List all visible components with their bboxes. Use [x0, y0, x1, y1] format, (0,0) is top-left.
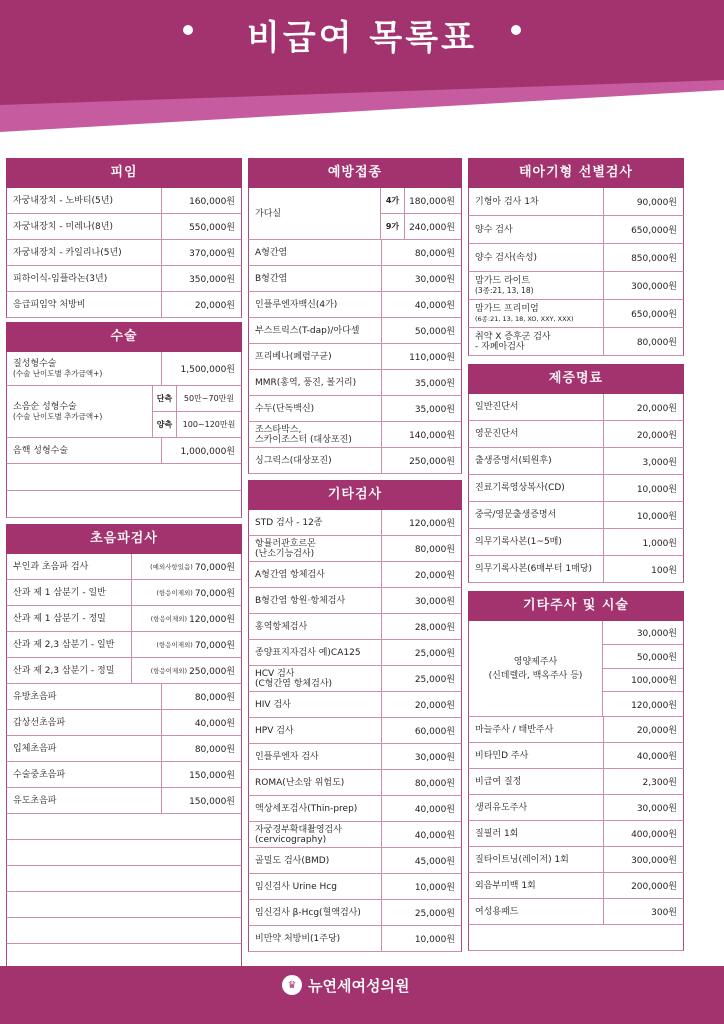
item-name: 부인과 초음파 검사: [13, 561, 89, 572]
item-name: 수술중초음파: [13, 769, 66, 780]
item-name-line: (난소기능검사): [255, 548, 315, 559]
list-item: [248, 770, 462, 796]
item-price: 10,000원: [603, 475, 683, 501]
section-title: 기타주사 및 시술: [468, 591, 684, 621]
item-name: 자궁내장치 - 노바티(5년): [13, 195, 113, 206]
item-price: 400,000원: [603, 821, 683, 846]
item-price: 1,000,000원: [161, 438, 241, 463]
item-name-sub: (수술 난이도별 추가금액+): [13, 411, 103, 421]
column-3: [468, 158, 684, 951]
item-name: 액상세포검사(Thin-prep): [255, 803, 358, 814]
item-name: 유도초음파: [13, 795, 57, 806]
list-item: [248, 536, 462, 562]
item-name-sub: (수술 난이도별 추가금액+): [13, 368, 103, 378]
item-name-line: (3종:21, 13, 18): [475, 285, 534, 295]
item-name: 인플루엔자 검사: [255, 751, 319, 762]
column-1: [6, 158, 242, 970]
item-price: 20,000원: [603, 394, 683, 420]
item-price: 10,000원: [381, 874, 461, 899]
item-price: 160,000원: [161, 188, 241, 213]
price-options: [602, 621, 683, 716]
item-name: ROMA(난소암 위험도): [255, 777, 345, 788]
empty-row: [468, 925, 684, 951]
item-name: 음핵 성형수술: [13, 445, 69, 456]
item-name: 출생증명서(퇴원후): [475, 456, 552, 466]
section-title: 태아기형 선별검사: [468, 158, 684, 188]
section-title: 초음파검사: [6, 524, 242, 554]
list-item: [248, 926, 462, 952]
item-name: [469, 276, 603, 296]
option-price: 50,000원: [636, 652, 677, 663]
item-price-value: 250,000원: [189, 667, 235, 677]
price-option: [153, 412, 241, 437]
item-name: HPV 검사: [255, 725, 294, 736]
list-item: [468, 421, 684, 448]
item-price: 30,000원: [381, 744, 461, 769]
item-price: 2,300원: [603, 769, 683, 794]
list-item: [468, 448, 684, 475]
item-name: 갑상선초음파: [13, 717, 66, 728]
option-price: 100,000원: [631, 676, 677, 687]
item-name: [249, 825, 381, 845]
item-name-line: - 자폐아검사: [475, 341, 525, 352]
list-item: [248, 796, 462, 822]
item-name-line: HCV 검사: [255, 668, 295, 679]
list-item: [248, 614, 462, 640]
item-name: A형간염: [255, 247, 288, 258]
list-item: [248, 370, 462, 396]
item-price: 200,000원: [603, 873, 683, 898]
item-price: 35,000원: [381, 396, 461, 421]
list-item: [6, 736, 242, 762]
item-price: 300,000원: [603, 272, 683, 299]
item-name-line: 취약 X 증후군 검사: [475, 331, 551, 342]
item-name: B형간염 항원·항체검사: [255, 595, 346, 606]
item-name: 가다실: [255, 208, 282, 219]
list-item: [6, 684, 242, 710]
section-injections: [468, 591, 684, 951]
item-name: 부스트릭스(T-dap)/아다셀: [255, 325, 360, 336]
list-item: [468, 556, 684, 583]
item-price: 120,000원: [381, 510, 461, 535]
item-price: [131, 632, 241, 657]
list-item: [468, 394, 684, 421]
item-name: 마늘주사 / 태반주사: [475, 724, 554, 735]
title-bullet-right: [511, 25, 521, 35]
list-item: [248, 562, 462, 588]
item-price: 80,000원: [381, 770, 461, 795]
option-label: 9가: [381, 214, 405, 239]
item-name: 여성용패드: [475, 906, 519, 917]
list-item: [248, 588, 462, 614]
item-price: 3,000원: [603, 448, 683, 474]
item-name: 산과 제 2,3 삼분기 - 일반: [13, 639, 115, 650]
list-item: [248, 448, 462, 474]
item-name: 홍역항체검사: [255, 621, 308, 632]
section-title: 제증명료: [468, 364, 684, 394]
option-label: 양측: [153, 412, 177, 437]
list-item: [248, 266, 462, 292]
section-surgery: [6, 322, 242, 518]
price-option: [603, 621, 683, 645]
item-name: 질타이트닝(레이저) 1회: [475, 854, 569, 865]
item-price: 650,000원: [603, 300, 683, 327]
item-price: 45,000원: [381, 848, 461, 873]
item-note: (항응이제외): [150, 615, 188, 623]
item-name: [7, 386, 152, 437]
empty-row: [6, 840, 242, 866]
item-name: 영문진단서: [475, 429, 519, 439]
section-certificates: [468, 364, 684, 583]
item-price: 100원: [603, 556, 683, 582]
list-item: [468, 847, 684, 873]
item-price: 250,000원: [381, 448, 461, 473]
item-name: 자궁내장치 - 미레나(8년): [13, 221, 113, 232]
section-ultrasound: [6, 524, 242, 970]
item-name: 산과 제 2,3 삼분기 - 정밀: [13, 665, 115, 676]
list-item: [468, 300, 684, 328]
list-item: [248, 318, 462, 344]
item-price: 25,000원: [381, 666, 461, 691]
item-price: 20,000원: [603, 421, 683, 447]
item-name: B형간염: [255, 273, 288, 284]
item-name-line: 조스타박스,: [255, 424, 302, 435]
list-item: [6, 214, 242, 240]
item-name: 양수 검사: [475, 224, 513, 235]
item-price-value: 120,000원: [189, 615, 235, 625]
item-name: 수두(단독백신): [255, 403, 315, 414]
footer-bar: [0, 966, 724, 1024]
section-vaccination: [248, 158, 462, 474]
item-name: HIV 검사: [255, 699, 291, 710]
item-price: 80,000원: [161, 684, 241, 709]
item-price-value: 70,000원: [194, 589, 235, 599]
item-name: [469, 332, 603, 352]
item-name: 산과 제 1 삼분기 - 정밀: [13, 613, 106, 624]
section-other-tests: [248, 480, 462, 952]
item-price: 40,000원: [161, 710, 241, 735]
price-option: [381, 188, 461, 214]
item-price: 60,000원: [381, 718, 461, 743]
item-note: (항응이제외): [156, 641, 193, 649]
list-item: [468, 272, 684, 300]
item-price: [131, 554, 241, 579]
item-name-line: 맘가드 라이트: [475, 275, 531, 286]
empty-row: [6, 464, 242, 491]
list-item: [248, 396, 462, 422]
item-name-line: (cervicography): [255, 834, 327, 845]
item-name: 질필러 1회: [475, 828, 519, 839]
list-item: [248, 874, 462, 900]
item-price: 40,000원: [381, 822, 461, 847]
list-item: [248, 510, 462, 536]
list-item: [248, 718, 462, 744]
item-price-value: 70,000원: [194, 563, 235, 573]
item-price: 90,000원: [603, 188, 683, 215]
item-price: 30,000원: [603, 795, 683, 820]
item-name-line: 스카이조스터 (대상포진): [255, 434, 352, 445]
list-item: [468, 873, 684, 899]
item-name-main: 소음순 성형수술: [13, 401, 77, 412]
item-price-value: 70,000원: [194, 641, 235, 651]
price-option: [603, 669, 683, 693]
list-item: [6, 658, 242, 684]
list-item: [248, 666, 462, 692]
item-price: 30,000원: [381, 266, 461, 291]
list-item: [6, 580, 242, 606]
section-title: 피임: [6, 158, 242, 188]
list-item: [6, 710, 242, 736]
list-item: [248, 240, 462, 266]
list-item: [248, 292, 462, 318]
item-price: 20,000원: [381, 562, 461, 587]
item-name: 의무기록사본(1~5매): [475, 537, 562, 547]
item-name: 싱그릭스(대상포진): [255, 455, 332, 466]
item-name: [7, 359, 161, 379]
list-item: [468, 621, 684, 717]
item-name-line: 맘가드 프리미엄: [475, 303, 539, 314]
item-name-line: 자궁경부확대촬영검사: [255, 824, 342, 835]
list-item: [468, 502, 684, 529]
item-name: 외음부미백 1회: [475, 880, 536, 891]
option-label: 단측: [153, 386, 177, 411]
section-title: 수술: [6, 322, 242, 352]
item-note: (항응이제외): [150, 667, 188, 675]
item-price: [131, 606, 241, 631]
section-title: 예방접종: [248, 158, 462, 188]
item-price: 80,000원: [161, 736, 241, 761]
list-item: [248, 692, 462, 718]
header-banner: [0, 0, 724, 135]
item-name-line: (C형간염 항체검사): [255, 678, 333, 689]
list-item: [6, 386, 242, 438]
item-price: 650,000원: [603, 216, 683, 243]
item-price: 1,000원: [603, 529, 683, 555]
item-name: [469, 621, 602, 716]
page-title: 비급여 목록표: [247, 18, 477, 58]
item-note: (항응이제외): [156, 589, 193, 597]
list-item: [468, 743, 684, 769]
item-price: 350,000원: [161, 266, 241, 291]
item-price: 20,000원: [603, 717, 683, 742]
item-name: 산과 제 1 삼분기 - 일반: [13, 587, 106, 598]
item-price: 25,000원: [381, 640, 461, 665]
item-name: [249, 425, 381, 445]
item-name: 일반진단서: [475, 402, 519, 412]
item-price: 150,000원: [161, 788, 241, 813]
list-item: [248, 900, 462, 926]
item-price: 30,000원: [381, 588, 461, 613]
price-option: [603, 645, 683, 669]
item-name: 임신검사 β-Hcg(혈액검사): [255, 907, 361, 918]
item-name: 기형아 검사 1차: [475, 196, 539, 207]
item-price: 550,000원: [161, 214, 241, 239]
item-name: MMR(홍역, 풍진, 볼거리): [255, 377, 357, 388]
option-price: 240,000원: [409, 222, 455, 233]
item-price: [131, 658, 241, 683]
list-item: [468, 216, 684, 244]
item-name: 진료기록영상복사(CD): [475, 483, 565, 493]
section-contraception: [6, 158, 242, 318]
item-name: [249, 669, 381, 689]
item-price: 80,000원: [381, 536, 461, 561]
empty-row: [6, 491, 242, 518]
empty-row: [6, 892, 242, 918]
item-price: 25,000원: [381, 900, 461, 925]
item-price: 20,000원: [381, 692, 461, 717]
list-item: [248, 640, 462, 666]
list-item: [6, 266, 242, 292]
item-price: 850,000원: [603, 244, 683, 271]
list-item: [6, 240, 242, 266]
item-price: 40,000원: [381, 796, 461, 821]
hospital-brand: [282, 970, 452, 1000]
item-name: 입체초음파: [13, 743, 57, 754]
item-name: 비타민D 주사: [475, 750, 529, 761]
item-name: 생리유도주사: [475, 802, 528, 813]
item-price: [131, 580, 241, 605]
item-price: 300,000원: [603, 847, 683, 872]
option-label: 4가: [381, 188, 405, 213]
list-item: [468, 769, 684, 795]
item-name: [249, 539, 381, 559]
list-item: [468, 328, 684, 356]
item-name: [469, 304, 603, 324]
item-name-line: (신데렐라, 백옥주사 등): [488, 670, 583, 681]
column-2: [248, 158, 462, 952]
list-item: [248, 822, 462, 848]
list-item: [248, 422, 462, 448]
item-note: (예외사항있음): [150, 563, 193, 571]
item-name: 피하이식-임플라논(3년): [13, 273, 108, 284]
item-name-main: 질성형수술: [13, 358, 57, 369]
item-price: 150,000원: [161, 762, 241, 787]
item-name: 자궁내장치 - 카일리나(5년): [13, 247, 122, 258]
list-item: [468, 821, 684, 847]
item-price: 80,000원: [381, 240, 461, 265]
list-item: [468, 795, 684, 821]
list-item: [6, 554, 242, 580]
list-item: [6, 762, 242, 788]
price-option: [153, 386, 241, 412]
item-name: 응급피임약 처방비: [13, 299, 86, 310]
item-name: A형간염 항체검사: [255, 569, 325, 580]
item-price: 40,000원: [603, 743, 683, 768]
item-name: 프리베나(폐렴구균): [255, 351, 332, 362]
option-price: 50만~70만원: [183, 393, 235, 403]
empty-row: [6, 918, 242, 944]
item-name: 종양표지자검사 예)CA125: [255, 647, 361, 658]
list-item: [248, 848, 462, 874]
item-price: 20,000원: [161, 292, 241, 317]
item-price: 10,000원: [381, 926, 461, 951]
hospital-logo-icon: ♛: [282, 975, 302, 995]
section-prenatal-screening: [468, 158, 684, 356]
item-price: 300원: [603, 899, 683, 924]
list-item: [468, 188, 684, 216]
item-price: 10,000원: [603, 502, 683, 528]
item-name-line: 항뮬러관호르몬: [255, 538, 316, 549]
list-item: [248, 344, 462, 370]
list-item: [468, 244, 684, 272]
price-options: [152, 386, 241, 437]
item-price: 370,000원: [161, 240, 241, 265]
list-item: [468, 529, 684, 556]
option-price: 30,000원: [636, 628, 677, 639]
list-item: [248, 744, 462, 770]
item-name: 비만약 처방비(1주당): [255, 933, 341, 944]
price-option: [603, 692, 683, 716]
list-item: [6, 292, 242, 318]
list-item: [6, 438, 242, 464]
item-name: 유방초음파: [13, 691, 57, 702]
price-options: [380, 188, 461, 239]
list-item: [468, 899, 684, 925]
item-name: 양수 검사(속성): [475, 252, 538, 263]
list-item: [468, 717, 684, 743]
empty-row: [6, 866, 242, 892]
item-price: 1,500,000원: [161, 352, 241, 385]
section-title: 기타검사: [248, 480, 462, 510]
list-item: [6, 188, 242, 214]
item-name-line: 영양제주사: [513, 656, 558, 667]
item-name: 임신검사 Urine Hcg: [255, 881, 337, 892]
hospital-name: 뉴연세여성의원: [308, 976, 410, 995]
list-item: [6, 632, 242, 658]
price-option: [381, 214, 461, 239]
item-name: STD 검사 - 12종: [255, 517, 323, 528]
item-price: 40,000원: [381, 292, 461, 317]
item-name: 인플루엔자백신(4가): [255, 299, 338, 310]
item-price: 140,000원: [381, 422, 461, 447]
option-price: 120,000원: [631, 700, 677, 711]
list-item: [6, 788, 242, 814]
item-price: 28,000원: [381, 614, 461, 639]
item-price: 80,000원: [603, 328, 683, 355]
item-name: 의무기록사본(6매부터 1매당): [475, 564, 592, 574]
item-name: 비급여 질정: [475, 776, 522, 787]
option-price: 100~120만원: [182, 419, 236, 429]
item-name-line: (6종:21, 13, 18, XO, XXY, XXX): [475, 314, 574, 323]
item-name: 골밀도 검사(BMD): [255, 855, 330, 866]
list-item: [6, 606, 242, 632]
item-price: 50,000원: [381, 318, 461, 343]
item-price: 110,000원: [381, 344, 461, 369]
list-item: [6, 352, 242, 386]
item-name: 중국/영문출생증명서: [475, 510, 557, 520]
option-price: 180,000원: [409, 196, 455, 207]
list-item: [468, 475, 684, 502]
empty-row: [6, 814, 242, 840]
item-price: 35,000원: [381, 370, 461, 395]
list-item: [248, 188, 462, 240]
